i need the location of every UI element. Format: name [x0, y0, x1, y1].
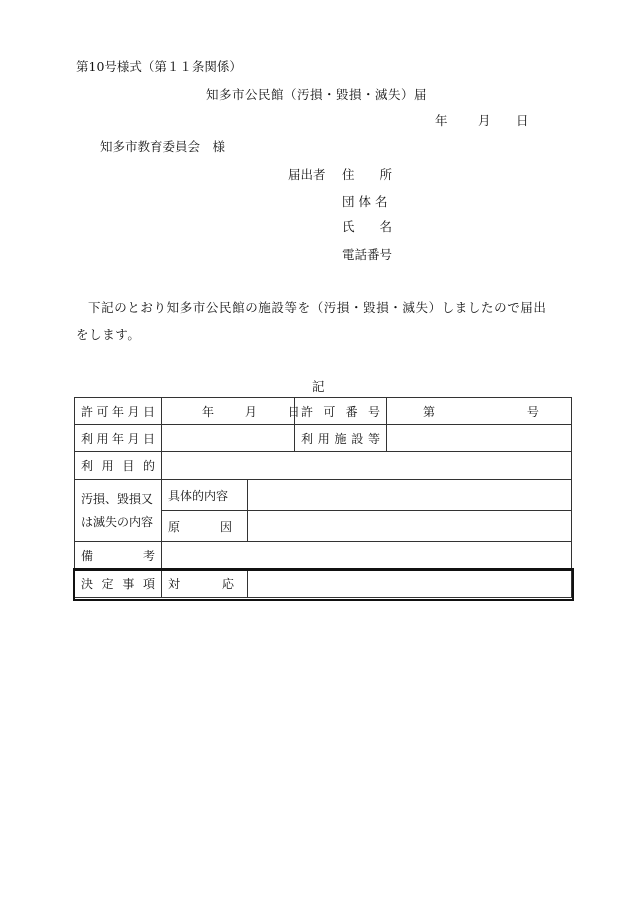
damage-content-label: 汚損、毀損又 は滅失の内容 — [75, 480, 162, 542]
body-text-line-2: をします。 — [76, 327, 141, 342]
applicant-label: 届出者 — [288, 167, 326, 182]
use-facility-field[interactable] — [387, 425, 572, 452]
decision-response-field[interactable] — [248, 570, 572, 598]
permit-number-field[interactable]: 第 号 — [387, 398, 572, 425]
purpose-label: 利 用 目 的 — [75, 452, 162, 480]
use-date-label: 利 用 年 月 日 — [75, 425, 162, 452]
recipient: 知多市教育委員会 様 — [100, 139, 226, 154]
applicant-phone-label: 電話番号 — [342, 247, 393, 262]
ki-heading: 記 — [312, 379, 325, 394]
permit-number-label: 許 可 番 号 — [295, 398, 387, 425]
damage-detail-field[interactable] — [248, 480, 572, 511]
date-day: 日 — [516, 113, 529, 128]
use-facility-label: 利 用 施 設 等 — [295, 425, 387, 452]
decision-response-label: 対 応 — [162, 570, 248, 598]
permit-date-field[interactable]: 年 月 日 — [162, 398, 295, 425]
remarks-label: 備 考 — [75, 542, 162, 570]
purpose-field[interactable] — [162, 452, 572, 480]
document-title: 知多市公民館（汚損・毀損・滅失）届 — [206, 87, 428, 102]
damage-cause-field[interactable] — [248, 511, 572, 542]
damage-detail-label: 具体的内容 — [162, 480, 248, 511]
permit-date-label: 許 可 年 月 日 — [75, 398, 162, 425]
applicant-group-label: 団 体 名 — [342, 194, 388, 209]
applicant-name-label: 氏 名 — [342, 219, 393, 234]
body-text-line-1: 下記のとおり知多市公民館の施設等を（汚損・毀損・滅失）しましたので届出 — [88, 300, 547, 315]
decision-label: 決 定 事 項 — [75, 570, 162, 598]
date-month: 月 — [478, 113, 491, 128]
damage-cause-label: 原 因 — [162, 511, 248, 542]
remarks-field[interactable] — [162, 542, 572, 570]
use-date-field[interactable] — [162, 425, 295, 452]
application-table — [74, 397, 572, 598]
applicant-address-label: 住 所 — [342, 167, 393, 182]
date-year: 年 — [435, 113, 448, 128]
form-number: 第10号様式（第１１条関係） — [76, 59, 242, 74]
